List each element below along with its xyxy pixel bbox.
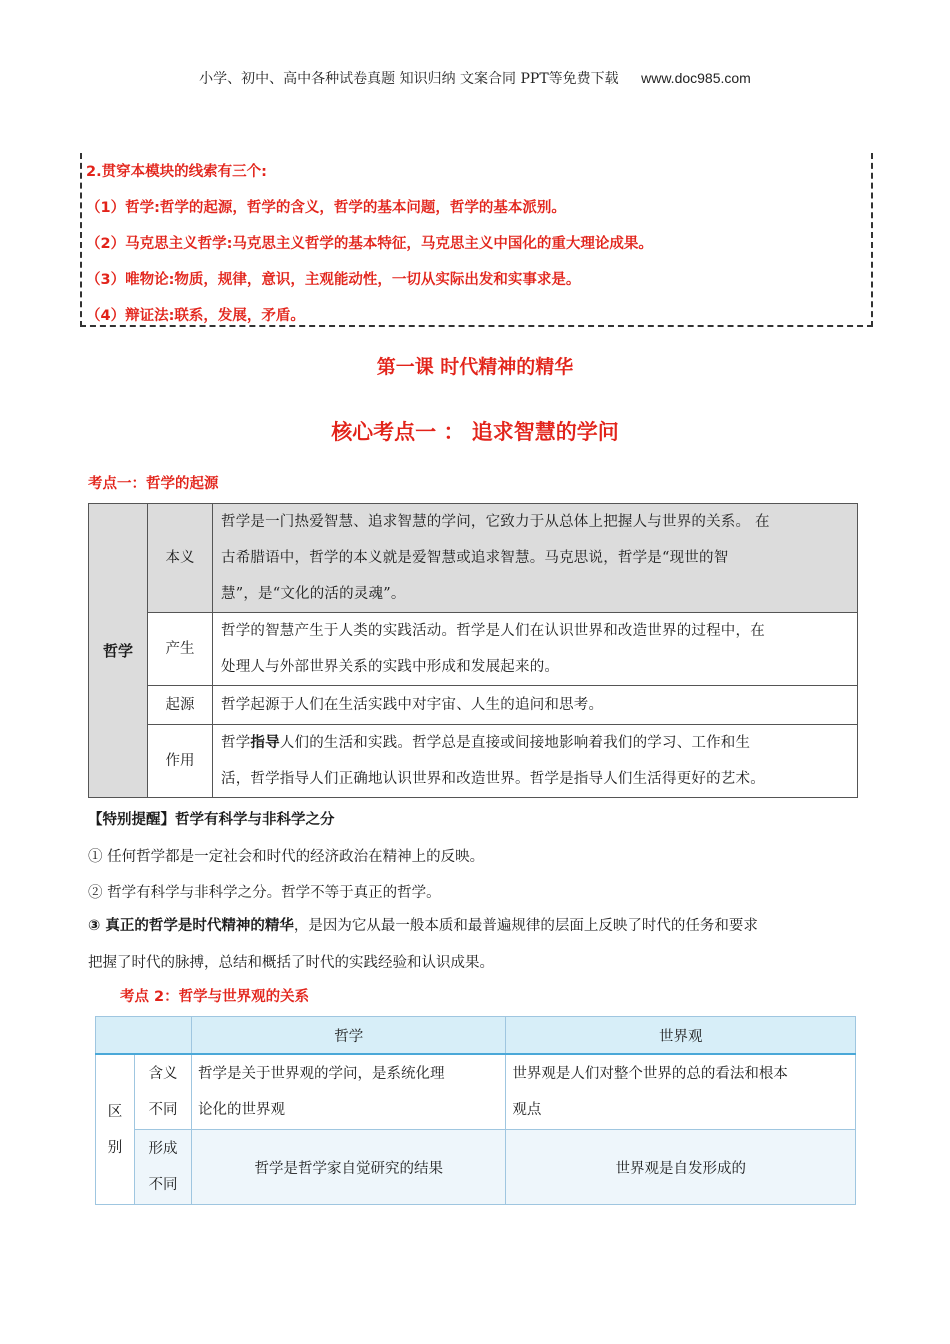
intro-line: （2）马克思主义哲学:马克思主义哲学的基本特征，马克思主义中国化的重大理论成果。 (86, 236, 653, 252)
intro-line: 2.贯穿本模块的线索有三个: (86, 164, 267, 180)
intro-line: （4）辩证法:联系，发展，矛盾。 (86, 308, 305, 324)
reminder-item: ③ 真正的哲学是时代精神的精华，是因为它从最一般本质和最普遍规律的层面上反映了时代的任务和要求 (88, 918, 758, 934)
reminder-item: ① 任何哲学都是一定社会和时代的经济政治在精神上的反映。 (88, 849, 485, 865)
header-cell (96, 1017, 192, 1055)
header-cell: 世界观 (506, 1017, 856, 1055)
row-label: 产生 (148, 613, 213, 686)
kd1-table (88, 503, 858, 798)
kd1-title: 考点一：哲学的起源 (88, 476, 219, 492)
intro-line: （1）哲学:哲学的起源，哲学的含义，哲学的基本问题，哲学的基本派别。 (86, 200, 566, 216)
row-label: 起源 (148, 686, 213, 725)
page-header (0, 68, 950, 88)
reminder-item: 把握了时代的脉搏，总结和概括了时代的实践经验和认识成果。 (88, 955, 494, 971)
intro-line: （3）唯物论:物质，规律，意识，主观能动性，一切从实际出发和实事求是。 (86, 272, 581, 288)
row-label: 形成 不同 (135, 1130, 192, 1205)
row-content: 哲学的智慧产生于人类的实践活动。哲学是人们在认识世界和改造世界的过程中，在 处理人与外部世界关系的实践中形成和发展起来的。 (213, 613, 858, 686)
lesson-title: 第一课 时代精神的精华 (376, 356, 574, 378)
row-label: 含义 不同 (135, 1054, 192, 1130)
category-cell: 哲学 (89, 504, 148, 798)
row-content: 哲学起源于人们在生活实践中对宇宙、人生的追问和思考。 (213, 686, 858, 725)
group-label: 区 别 (96, 1054, 135, 1205)
table-header-row (96, 1017, 856, 1055)
kd2-table (95, 1016, 856, 1205)
intro-box (80, 153, 873, 327)
cell-philosophy: 哲学是哲学家自觉研究的结果 (192, 1130, 506, 1205)
cell-worldview: 世界观是自发形成的 (506, 1130, 856, 1205)
cell-philosophy: 哲学是关于世界观的学问，是系统化理 论化的世界观 (192, 1054, 506, 1130)
reminder-item: ② 哲学有科学与非科学之分。哲学不等于真正的哲学。 (88, 885, 441, 901)
row-label: 本义 (148, 504, 213, 613)
kd2-title: 考点 2：哲学与世界观的关系 (120, 989, 310, 1005)
row-content: 哲学是一门热爱智慧、追求智慧的学问，它致力于从总体上把握人与世界的关系。 在 古希腊语中，哲学的本义就是爱智慧或追求智慧。马克思说，哲学是“现世的智 慧”，是“文化的活的灵魂”。 (213, 504, 858, 613)
reminder-title: 【特别提醒】哲学有科学与非科学之分 (88, 812, 335, 828)
header-text: 小学、初中、高中各种试卷真题 知识归纳 文案合同 PPT等免费下载 (199, 71, 619, 87)
core-title: 核心考点一 ： 追求智慧的学问 (331, 420, 619, 444)
header-url[interactable]: www.doc985.com (641, 70, 751, 86)
header-cell: 哲学 (192, 1017, 506, 1055)
row-label: 作用 (148, 725, 213, 798)
row-content: 哲学指导人们的生活和实践。哲学总是直接或间接地影响着我们的学习、工作和生 活，哲学指导人们正确地认识世界和改造世界。哲学是指导人们生活得更好的艺术。 (213, 725, 858, 798)
cell-worldview: 世界观是人们对整个世界的总的看法和根本 观点 (506, 1054, 856, 1130)
